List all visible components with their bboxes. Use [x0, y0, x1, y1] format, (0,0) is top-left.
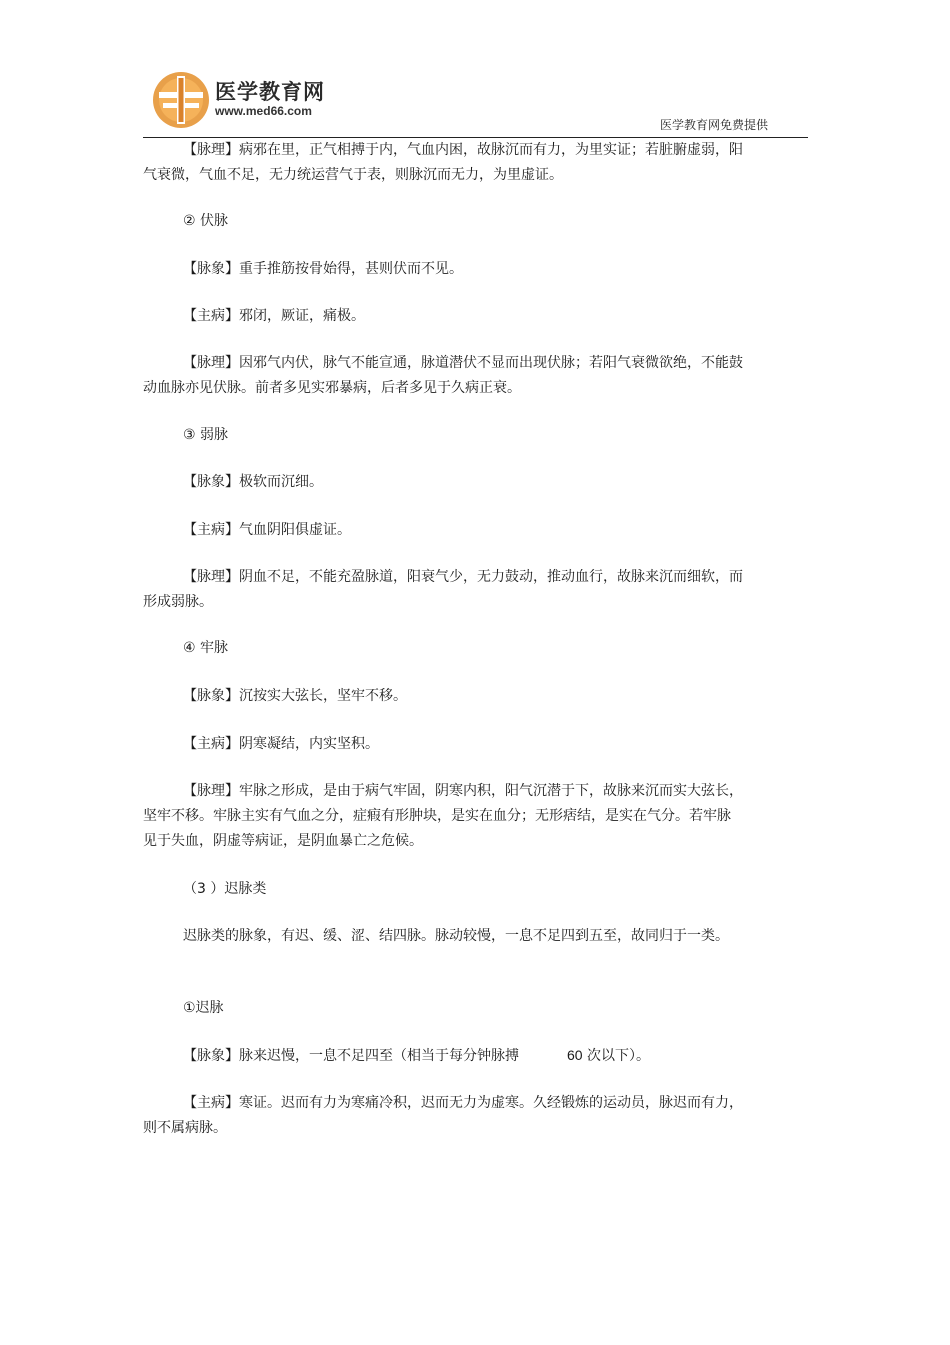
med66-logo-icon [151, 70, 211, 130]
mai-xiang-text: 【脉象】脉来迟慢，一息不足四至（相当于每分钟脉搏 [183, 1048, 519, 1064]
paragraph-mai-xiang: 【脉象】沉按实大弦长，坚牢不移。 [183, 688, 407, 704]
paragraph-chi-mai-lei-intro: 迟脉类的脉象，有迟、缓、涩、结四脉。脉动较慢，一息不足四到五至，故同归于一类。 [183, 928, 729, 944]
provider-note: 医学教育网免费提供 [659, 118, 768, 132]
paragraph-zhu-bing: 【主病】邪闭，厥证，痛极。 [183, 308, 365, 324]
section-heading-lao-mai: ④ 牢脉 [183, 640, 229, 656]
paragraph-zhu-bing: 【主病】气血阴阳俱虚证。 [183, 522, 351, 538]
brand-url: www.med66.com [215, 104, 312, 118]
brand-name: 医学教育网 [215, 80, 325, 104]
paragraph-mai-li-chen: 【脉理】病邪在里，正气相搏于内，气血内困，故脉沉而有力，为里实证；若脏腑虚弱，阳气衰微，气血不足，无力统运营气于表，则脉沉而无力，为里虚证。 [143, 142, 743, 183]
paragraph-mai-xiang: 【脉象】极软而沉细。 [183, 474, 323, 490]
mai-xiang-text-end: 次以下）。 [587, 1048, 651, 1064]
page-header [143, 68, 808, 139]
paragraph-mai-li: 【脉理】因邪气内伏，脉气不能宣通，脉道潜伏不显而出现伏脉；若阳气衰微欲绝，不能鼓动血脉亦见伏脉。前者多见实邪暴病，后者多见于久病正衰。 [143, 355, 743, 396]
paragraph-mai-xiang-chi [143, 1043, 743, 1069]
paragraph-mai-li: 【脉理】阴血不足，不能充盈脉道，阳衰气少，无力鼓动，推动血行，故脉来沉而细软，而形成弱脉。 [143, 569, 743, 610]
pulse-rate-number: 60 [567, 1047, 583, 1063]
section-heading-chi-mai: ①迟脉 [183, 1000, 224, 1016]
paragraph-mai-li: 【脉理】牢脉之形成，是由于病气牢固，阴寒内积，阳气沉潜于下，故脉来沉而实大弦长，坚牢不移。牢脉主实有气血之分，症瘕有形肿块，是实在血分；无形痞结，是实在气分。若牢脉见于失血，阴虚等病证，是阴血暴亡之危候。 [143, 783, 743, 849]
paragraph-zhu-bing-chi: 【主病】寒证。迟而有力为寒痛冷积，迟而无力为虚寒。久经锻炼的运动员，脉迟而有力，则不属病脉。 [143, 1095, 743, 1136]
paragraph-mai-xiang: 【脉象】重手推筋按骨始得，甚则伏而不见。 [183, 261, 463, 277]
paragraph-zhu-bing: 【主病】阴寒凝结，内实坚积。 [183, 736, 379, 752]
section-heading-ruo-mai: ③ 弱脉 [183, 427, 229, 443]
section-heading-chi-mai-lei: （3 ）迟脉类 [183, 881, 267, 897]
section-heading-fu-mai: ② 伏脉 [183, 213, 229, 229]
